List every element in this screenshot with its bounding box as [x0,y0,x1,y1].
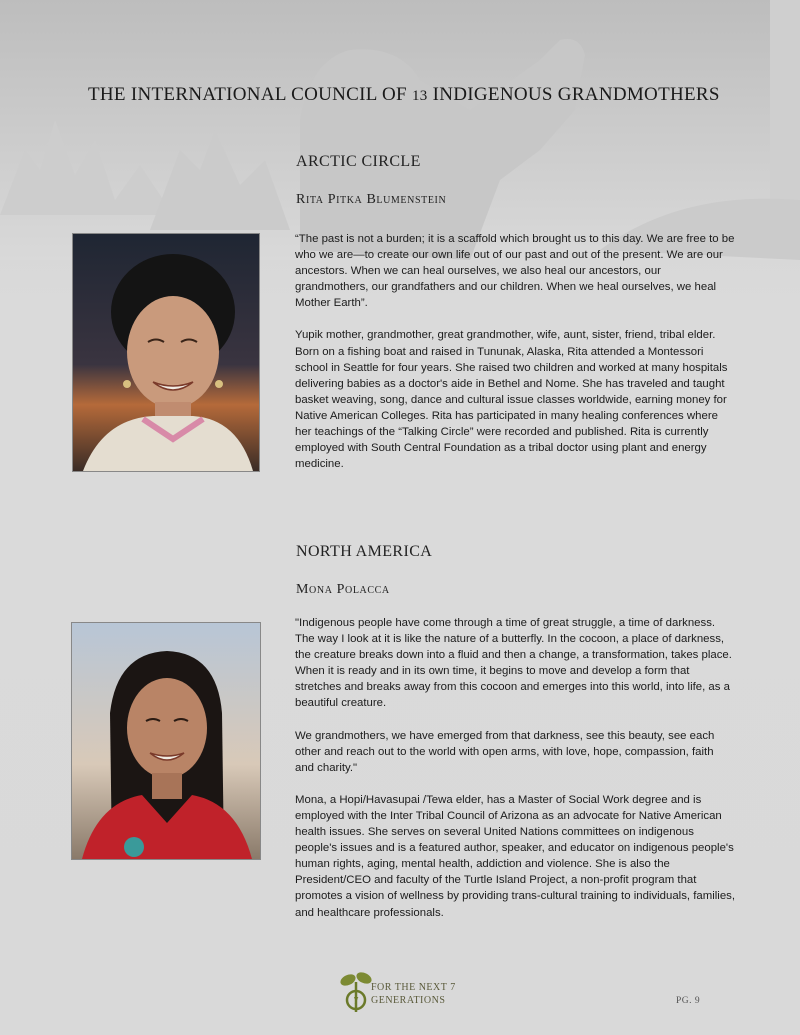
portrait-image [72,623,260,859]
page-title [88,84,728,106]
person-name-rita: Rita Pitka Blumenstein [296,192,447,207]
seedling-logo-icon [340,968,372,1014]
quote-paragraph: "Indigenous people have come through a time of great struggle, a time of darkness. The way I look at it is like the nature of a butterfly. In the cocoon, a place of darkness, the creature breaks down into a fluid and then a change, a transformation, takes place. When it is ready and in its own time, it begins to move and develop a form that stretches and breaks away from this cocoon and emerges into this world, into life, as a beautiful creature. [295,617,732,710]
footer-line-2: GENERATIONS [371,995,446,1006]
svg-text:7: 7 [353,996,359,1007]
footer-line-1: FOR THE NEXT 7 [371,982,456,993]
region-heading-arctic: ARCTIC CIRCLE [296,153,421,170]
footer-tagline [371,981,456,1007]
page-title-text: THE INTERNATIONAL COUNCIL OF [88,84,412,105]
bio-paragraph: Mona, a Hopi/Havasupai /Tewa elder, has a Master of Social Work degree and is employed with the Inter Tribal Council of Arizona as an advocate for Native American health issues. She serves on several United Nations committees on indigenous people's issues and is a featured author, speaker, and educator on indigenous people's human rights, aging, mental health, addiction and violence. She is also the President/CEO and faculty of the Turtle Island Project, a non-profit program that promotes a vision of wellness by providing trans-cultural training to individuals, families, and healthcare professionals. [295,793,736,919]
quote-paragraph-continued: We grandmothers, we have emerged from that darkness, see this beauty, see each other and reach out to the world with open arms, with love, hope, compassion, faith and charity." [295,729,715,774]
region-heading-north-america: NORTH AMERICA [296,543,433,560]
page-title-text-end: INDIGENOUS GRANDMOTHERS [427,84,720,105]
person-name-mona: Mona Polacca [296,582,390,597]
quote-paragraph: “The past is not a burden; it is a scaffold which brought us to this day. We are free to be who we are—to create our own life out of our past and out of the present. We are our ancestors. When we can heal ourselves, we also heal our ancestors, our grandmothers, our grandfathers and our children. When we heal ourselves, we heal Mother Earth”. [295,233,735,310]
bio-text-rita [295,231,735,488]
bio-text-mona [295,615,735,937]
portrait-image [73,234,259,471]
portrait-photo-rita [72,233,260,472]
page-number: PG. 9 [676,996,701,1006]
page-title-number: 13 [411,88,428,104]
bio-paragraph: Yupik mother, grandmother, great grandmother, wife, aunt, sister, friend, tribal elder. Born on a fishing boat and raised in Tununak, Alaska, Rita attended a Montessori school in Seattle for four years. She raised two children and worked at many hospitals delivering babies as a doctor's aide in Bethel and Nome. She has traveled and taught basket weaving, song, dance and cultural issue classes worldwide, earning money for Native American Colleges. Rita has participated in many healing conferences where her teachings of the “Talking Circle” were recorded and published. Rita is currently employed with South Central Foundation as a tribal doctor using plant and energy medicine. [295,329,728,471]
portrait-photo-mona [71,622,261,860]
